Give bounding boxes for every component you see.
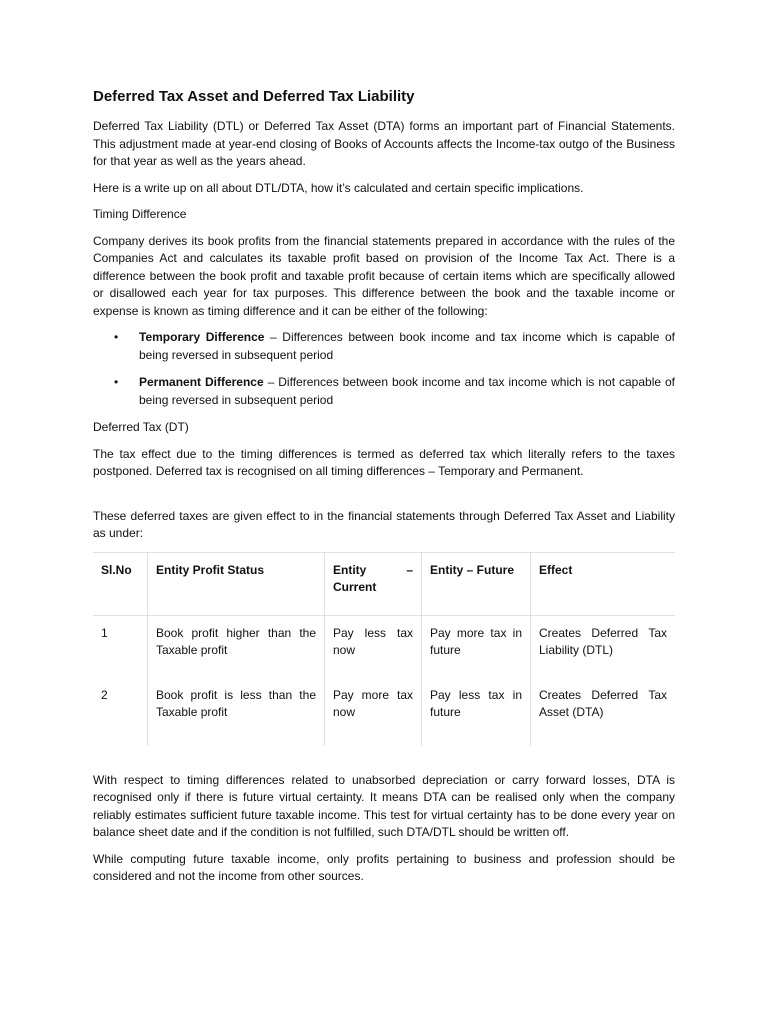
table-cell: Book profit is less than the Taxable profit: [148, 678, 325, 746]
timing-difference-heading: Timing Difference: [93, 207, 187, 221]
table-cell: 2: [101, 687, 108, 702]
future-income-paragraph: While computing future taxable income, only profits pertaining to business and profession should be considered and not the income from other sources.: [93, 851, 675, 883]
list-item: [93, 329, 675, 364]
table-cell: Pay less tax in future: [422, 678, 531, 746]
deferred-tax-table: [93, 552, 675, 746]
table-cell: Creates Deferred Tax Asset (DTA): [531, 678, 676, 746]
document-page: [93, 86, 675, 895]
table-intro-paragraph: These deferred taxes are given effect to in the financial statements through Deferred Tax Asset and Liability as under:: [93, 508, 675, 540]
page-title: Deferred Tax Asset and Deferred Tax Liability: [93, 88, 415, 105]
bullet-term: Permanent Difference: [139, 375, 264, 389]
deferred-tax-heading: Deferred Tax (DT): [93, 420, 189, 434]
table-cell: Book profit higher than the Taxable profit: [148, 615, 325, 678]
header-cell: Entity – Future: [422, 552, 531, 615]
bullet-text: – Differences between book income and tax income which is capable of being reversed in subsequent period: [139, 330, 675, 362]
table-cell: Creates Deferred Tax Liability (DTL): [531, 615, 676, 678]
list-item: [93, 374, 675, 409]
difference-list: [93, 329, 675, 409]
table-row: [93, 615, 675, 678]
deferred-tax-paragraph: The tax effect due to the timing differences is termed as deferred tax which literally refers to the taxes postponed. Deferred tax is recognised on all timing differences – Temporary and Permanent.: [93, 446, 675, 478]
header-cell: Entity – Current: [325, 552, 422, 615]
intro-paragraph: Deferred Tax Liability (DTL) or Deferred Tax Asset (DTA) forms an important part of Financial Statements. This adjustment made at year-end closing of Books of Accounts affects the Income-tax outgo of the Business for that year as well as the years ahead.: [93, 119, 675, 168]
bullet-marker: •: [114, 330, 119, 344]
unabsorbed-depreciation-paragraph: With respect to timing differences related to unabsorbed depreciation or carry forward losses, DTA is recognised only if there is future virtual certainty. It means DTA can be realised only when the company reliably estimates sufficient future taxable income. This test for virtual certainty has to be done every year on balance sheet date and if the condition is not fulfilled, such DTA/DTL should be written off.: [93, 772, 675, 839]
table-row: [93, 678, 675, 746]
table-cell: 1: [101, 625, 108, 640]
writeup-paragraph: Here is a write up on all about DTL/DTA, how it’s calculated and certain specific implications.: [93, 180, 584, 195]
header-cell: Effect: [531, 552, 676, 615]
table-cell: Pay more tax now: [325, 678, 422, 746]
bullet-text: – Differences between book income and tax income which is not capable of being reversed in subsequent period: [139, 375, 675, 407]
header-cell: Sl.No: [93, 552, 148, 615]
timing-difference-paragraph: Company derives its book profits from the financial statements prepared in accordance with the rules of the Companies Act and calculates its taxable profit based on provision of the Income Tax Act. There is a difference between the book profit and taxable profit because of certain items which are specifically allowed or disallowed each year for tax purposes. This difference between the book and the taxable income or expense is known as timing difference and it can be either of the following:: [93, 233, 675, 318]
table-cell: Pay more tax in future: [422, 615, 531, 678]
table-cell: Pay less tax now: [325, 615, 422, 678]
table-header-row: [93, 552, 675, 615]
bullet-term: Temporary Difference: [139, 330, 265, 344]
bullet-marker: •: [114, 375, 119, 389]
header-cell: Entity Profit Status: [148, 552, 325, 615]
